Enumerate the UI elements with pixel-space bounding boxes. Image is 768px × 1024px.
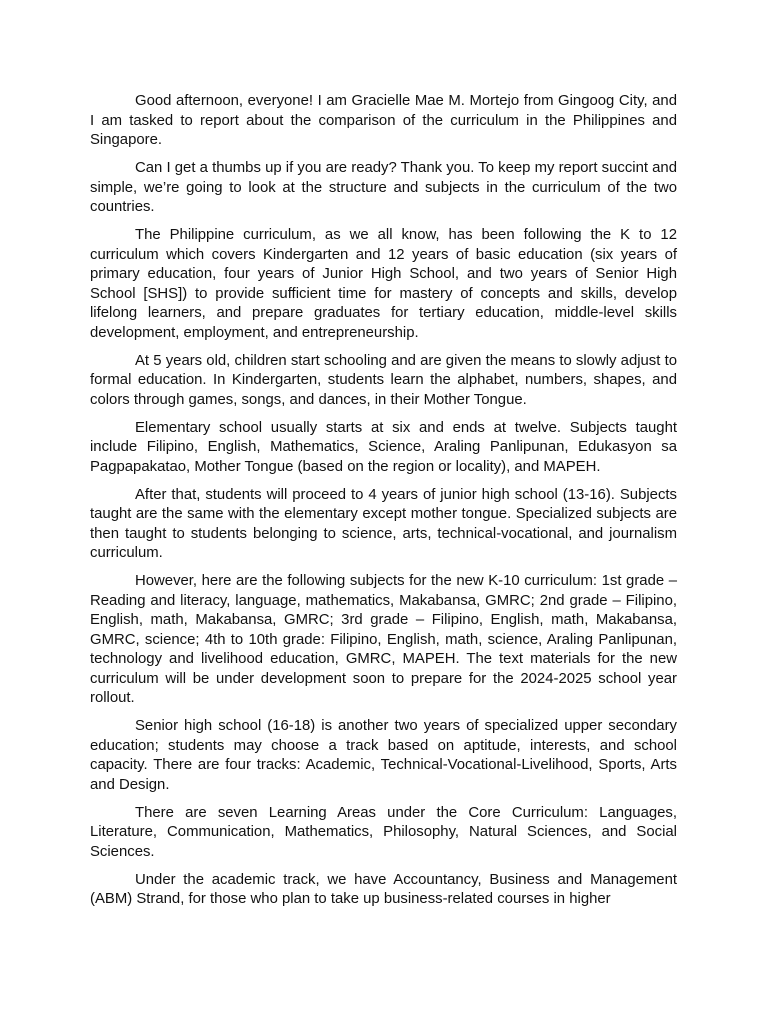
- paragraph-elementary: Elementary school usually starts at six and ends at twelve. Subjects taught include Filipino, English, Mathematics, Science, Araling Panlipunan, Edukasyon sa Pagpapakatao, Mother Tongue (based on the region or locality), and MAPEH.: [90, 419, 677, 475]
- paragraph-kindergarten: At 5 years old, children start schooling and are given the means to slowly adjust to formal education. In Kindergarten, students learn the alphabet, numbers, shapes, and colors through games, songs, and dances, in their Mother Tongue.: [90, 352, 677, 408]
- paragraph-abm-strand: Under the academic track, we have Accountancy, Business and Management (ABM) Strand, for those who plan to take up business-related courses in higher: [90, 871, 677, 907]
- paragraph-learning-areas: There are seven Learning Areas under the Core Curriculum: Languages, Literature, Communication, Mathematics, Philosophy, Natural Sciences, and Social Sciences.: [90, 804, 677, 860]
- paragraph-k12-overview: The Philippine curriculum, as we all know, has been following the K to 12 curriculum which covers Kindergarten and 12 years of basic education (six years of primary education, four years of Junior High School, and two years of Senior High School [SHS]) to provide sufficient time for mastery of concepts and skills, develop lifelong learners, and prepare graduates for tertiary education, middle-level skills development, employment, and entrepreneurship.: [90, 227, 677, 341]
- document-body: [90, 92, 677, 918]
- paragraph-k10-curriculum: However, here are the following subjects for the new K-10 curriculum: 1st grade – Reading and literacy, language, mathematics, Makabansa, GMRC; 2nd grade – Filipino, English, math, Makabansa, GMRC; 3rd grade – Filipino, English, math, Makabansa, GMRC, science; 4th to 10th grade: Filipino, English, math, science, Araling Panlipunan, technology and livelihood education, GMRC, MAPEH. The text materials for the new curriculum will be under development soon to prepare for the 2024-2025 school year rollout.: [90, 573, 677, 706]
- paragraph-senior-high: Senior high school (16-18) is another two years of specialized upper secondary education; students may choose a track based on aptitude, interests, and school capacity. There are four tracks: Academic, Technical-Vocational-Livelihood, Sports, Arts and Design.: [90, 718, 677, 793]
- paragraph-thumbs-up: Can I get a thumbs up if you are ready? Thank you. To keep my report succint and simple, we’re going to look at the structure and subjects in the curriculum of the two countries.: [90, 160, 677, 215]
- paragraph-greeting: Good afternoon, everyone! I am Gracielle Mae M. Mortejo from Gingoog City, and I am tasked to report about the comparison of the curriculum in the Philippines and Singapore.: [90, 93, 677, 148]
- paragraph-junior-high: After that, students will proceed to 4 years of junior high school (13-16). Subjects taught are the same with the elementary except mother tongue. Specialized subjects are then taught to students belonging to science, arts, technical-vocational, and journalism curriculum.: [90, 486, 677, 561]
